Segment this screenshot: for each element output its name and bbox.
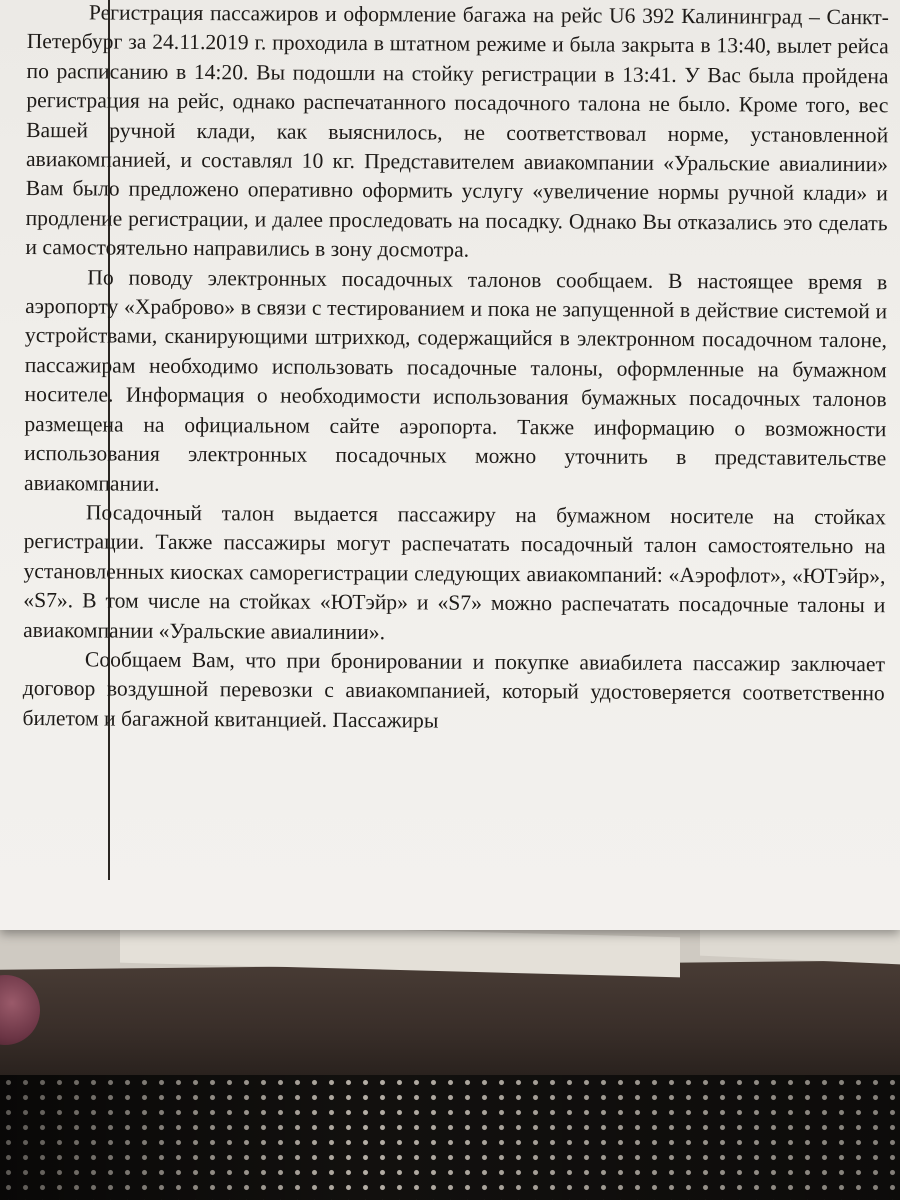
table-surface [0, 955, 900, 1075]
paragraph-contract: Сообщаем Вам, что при бронировании и покупке авиабилета пассажир заключает договор воздушной перевозки с авиакомпанией, который удостоверяется соответственно билетом и багажной квитанцией. Пассажиры [22, 647, 886, 733]
paragraph-electronic-boarding-passes: По поводу электронных посадочных талонов сообщаем. В настоящее время в аэропорту «Храброво» в связи с тестированием и пока не запущенной в действие системой и устройствами, сканирующими штрихкод, содержащийся в электронном посадочном талоне, пассажирам необходимо использовать посадочные талоны, оформленные на бумажном носителе. Информация о необходимости использования бумажных посадочных талонов размещена на официальном сайте аэропорта. Также информацию о возможности использования электронных посадочных можно уточнить в представительстве авиакомпании. [23, 265, 888, 496]
paragraph-boarding-pass-issue: Посадочный талон выдается пассажиру на бумажном носителе на стойках регистрации. Также пассажиры могут распечатать посадочный талон самостоятельно на установленных киосках саморегистрации следующих авиакомпаний: «Аэрофлот», «ЮТэйр», «S7». В том числе на стойках «ЮТэйр» и «S7» можно распечатать посадочные талоны и авиакомпании «Уральские авиалинии». [23, 500, 886, 644]
paragraph-registration: Регистрация пассажиров и оформление багажа на рейс U6 392 Калининград – Санкт-Петербург за 24.11.2019 г. проходила в штатном режиме и была закрыта в 13:40, вылет рейса по расписанию в 14:20. Вы подошли на стойку регистрации в 13:41. У Вас была пройдена регистрация на рейс, однако распечатанного посадочного талона не было. Кроме того, вес Вашей ручной клади, как выяснилось, не соответствовал норме, установленной авиакомпанией, и составлял 10 кг. Представителем авиакомпании «Уральские авиалинии» Вам было предложено оперативно оформить услугу «увеличение нормы ручной клади» и продление регистрации, и далее проследовать на посадку. Однако Вы отказались это сделать и самостоятельно направились в зону досмотра. [25, 0, 889, 262]
document-text [23, 0, 889, 738]
fabric-shadow [0, 1060, 900, 1200]
